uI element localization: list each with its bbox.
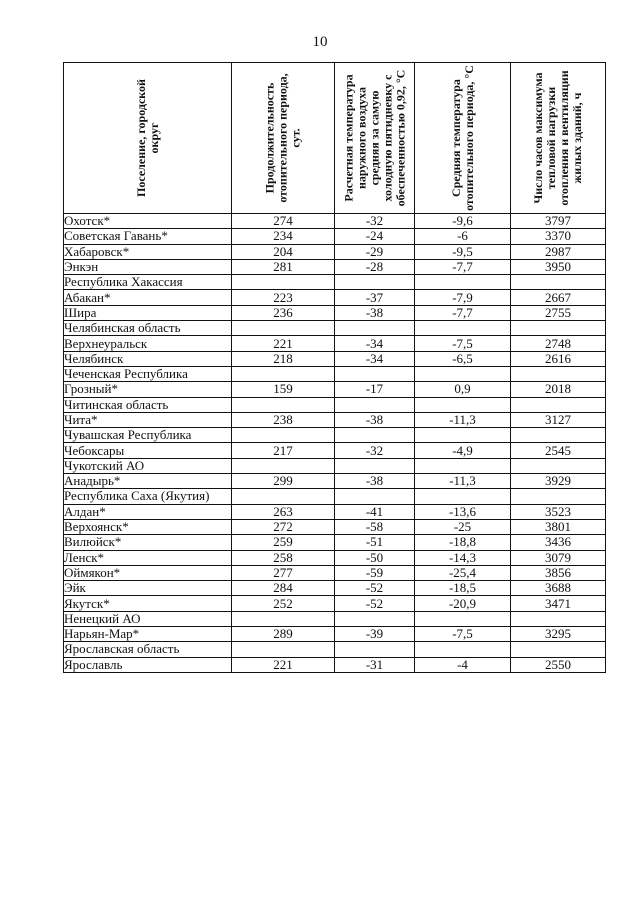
cell-duration: 281 bbox=[232, 259, 335, 274]
table-region-row bbox=[64, 275, 606, 290]
cell-avg-temp: -13,6 bbox=[415, 504, 511, 519]
cell-avg-temp: -25,4 bbox=[415, 565, 511, 580]
cell-design-temp bbox=[335, 321, 415, 336]
cell-avg-temp: -9,6 bbox=[415, 214, 511, 229]
cell-max-load-hours bbox=[511, 642, 606, 657]
cell-settlement: Республика Хакассия bbox=[64, 275, 232, 290]
cell-duration: 236 bbox=[232, 305, 335, 320]
cell-settlement: Охотск* bbox=[64, 214, 232, 229]
cell-max-load-hours bbox=[511, 397, 606, 412]
cell-max-load-hours bbox=[511, 321, 606, 336]
cell-avg-temp: -20,9 bbox=[415, 596, 511, 611]
cell-max-load-hours: 3797 bbox=[511, 214, 606, 229]
header-average-heating-temperature bbox=[415, 63, 511, 214]
cell-max-load-hours bbox=[511, 366, 606, 381]
cell-duration bbox=[232, 611, 335, 626]
cell-duration: 204 bbox=[232, 244, 335, 259]
cell-design-temp bbox=[335, 366, 415, 381]
cell-duration: 221 bbox=[232, 336, 335, 351]
table-row bbox=[64, 382, 606, 397]
cell-avg-temp: -6,5 bbox=[415, 351, 511, 366]
table-row bbox=[64, 657, 606, 672]
cell-max-load-hours bbox=[511, 489, 606, 504]
cell-max-load-hours: 3856 bbox=[511, 565, 606, 580]
cell-max-load-hours: 2667 bbox=[511, 290, 606, 305]
cell-design-temp: -58 bbox=[335, 519, 415, 534]
cell-settlement: Чеченская Республика bbox=[64, 366, 232, 381]
cell-settlement: Чита* bbox=[64, 412, 232, 427]
cell-avg-temp: -7,5 bbox=[415, 627, 511, 642]
cell-avg-temp: -7,5 bbox=[415, 336, 511, 351]
cell-avg-temp: -11,3 bbox=[415, 474, 511, 489]
cell-design-temp: -32 bbox=[335, 443, 415, 458]
cell-duration: 252 bbox=[232, 596, 335, 611]
cell-avg-temp: -11,3 bbox=[415, 412, 511, 427]
cell-design-temp bbox=[335, 611, 415, 626]
cell-max-load-hours: 3436 bbox=[511, 535, 606, 550]
cell-settlement: Ярославская область bbox=[64, 642, 232, 657]
header-settlement bbox=[64, 63, 232, 214]
cell-settlement: Алдан* bbox=[64, 504, 232, 519]
cell-duration bbox=[232, 642, 335, 657]
cell-settlement: Верхоянск* bbox=[64, 519, 232, 534]
table-row bbox=[64, 336, 606, 351]
cell-design-temp bbox=[335, 642, 415, 657]
cell-design-temp: -29 bbox=[335, 244, 415, 259]
cell-duration: 263 bbox=[232, 504, 335, 519]
cell-design-temp: -34 bbox=[335, 336, 415, 351]
table-row bbox=[64, 581, 606, 596]
table-row bbox=[64, 290, 606, 305]
cell-design-temp: -37 bbox=[335, 290, 415, 305]
cell-duration bbox=[232, 275, 335, 290]
cell-settlement: Вилюйск* bbox=[64, 535, 232, 550]
cell-max-load-hours: 3688 bbox=[511, 581, 606, 596]
cell-avg-temp bbox=[415, 366, 511, 381]
cell-max-load-hours: 2755 bbox=[511, 305, 606, 320]
cell-avg-temp: -14,3 bbox=[415, 550, 511, 565]
cell-avg-temp: -7,7 bbox=[415, 259, 511, 274]
cell-duration: 238 bbox=[232, 412, 335, 427]
cell-max-load-hours: 3127 bbox=[511, 412, 606, 427]
cell-max-load-hours: 3079 bbox=[511, 550, 606, 565]
cell-settlement: Абакан* bbox=[64, 290, 232, 305]
cell-design-temp: -59 bbox=[335, 565, 415, 580]
cell-avg-temp: -7,7 bbox=[415, 305, 511, 320]
table-row bbox=[64, 229, 606, 244]
cell-duration bbox=[232, 458, 335, 473]
table-region-row bbox=[64, 489, 606, 504]
cell-design-temp: -39 bbox=[335, 627, 415, 642]
cell-design-temp bbox=[335, 397, 415, 412]
cell-avg-temp: -18,5 bbox=[415, 581, 511, 596]
cell-design-temp: -28 bbox=[335, 259, 415, 274]
header-label: Расчетная температура наружного воздуха средняя за самую холодную пятидневку с обеспеченностью 0,92, °С bbox=[341, 69, 407, 207]
cell-avg-temp bbox=[415, 321, 511, 336]
table-region-row bbox=[64, 366, 606, 381]
table-row bbox=[64, 535, 606, 550]
table-region-row bbox=[64, 458, 606, 473]
cell-avg-temp: -25 bbox=[415, 519, 511, 534]
cell-design-temp: -38 bbox=[335, 412, 415, 427]
table-region-row bbox=[64, 397, 606, 412]
page-number: 10 bbox=[312, 34, 328, 50]
cell-design-temp bbox=[335, 489, 415, 504]
cell-design-temp: -38 bbox=[335, 474, 415, 489]
cell-avg-temp: 0,9 bbox=[415, 382, 511, 397]
cell-max-load-hours: 3929 bbox=[511, 474, 606, 489]
table-row bbox=[64, 259, 606, 274]
cell-avg-temp bbox=[415, 611, 511, 626]
cell-settlement: Хабаровск* bbox=[64, 244, 232, 259]
cell-settlement: Оймякон* bbox=[64, 565, 232, 580]
cell-settlement: Анадырь* bbox=[64, 474, 232, 489]
cell-avg-temp: -9,5 bbox=[415, 244, 511, 259]
cell-max-load-hours: 2545 bbox=[511, 443, 606, 458]
cell-duration: 218 bbox=[232, 351, 335, 366]
cell-max-load-hours: 2748 bbox=[511, 336, 606, 351]
cell-settlement: Шира bbox=[64, 305, 232, 320]
table-row bbox=[64, 627, 606, 642]
cell-settlement: Читинская область bbox=[64, 397, 232, 412]
cell-design-temp: -34 bbox=[335, 351, 415, 366]
cell-duration: 258 bbox=[232, 550, 335, 565]
cell-duration: 274 bbox=[232, 214, 335, 229]
cell-duration: 289 bbox=[232, 627, 335, 642]
table-row bbox=[64, 596, 606, 611]
table-region-row bbox=[64, 611, 606, 626]
table-row bbox=[64, 351, 606, 366]
table-row bbox=[64, 565, 606, 580]
cell-settlement: Нарьян-Мар* bbox=[64, 627, 232, 642]
cell-max-load-hours: 3471 bbox=[511, 596, 606, 611]
cell-settlement: Ленск* bbox=[64, 550, 232, 565]
cell-settlement: Республика Саха (Якутия) bbox=[64, 489, 232, 504]
cell-settlement: Грозный* bbox=[64, 382, 232, 397]
cell-duration: 217 bbox=[232, 443, 335, 458]
header-label: Число часов максимума тепловой нагрузки отопления и вентиляции жилых зданий, ч bbox=[531, 70, 584, 206]
table-row bbox=[64, 305, 606, 320]
cell-settlement: Советская Гавань* bbox=[64, 229, 232, 244]
header-label: Средняя температура отопительного периода, °С bbox=[448, 65, 476, 211]
cell-design-temp bbox=[335, 428, 415, 443]
cell-settlement: Чукотский АО bbox=[64, 458, 232, 473]
cell-design-temp bbox=[335, 458, 415, 473]
cell-design-temp: -17 bbox=[335, 382, 415, 397]
table-region-row bbox=[64, 428, 606, 443]
cell-duration: 284 bbox=[232, 581, 335, 596]
cell-settlement: Верхнеуральск bbox=[64, 336, 232, 351]
cell-max-load-hours bbox=[511, 275, 606, 290]
cell-avg-temp bbox=[415, 397, 511, 412]
cell-design-temp: -51 bbox=[335, 535, 415, 550]
cell-design-temp bbox=[335, 275, 415, 290]
cell-max-load-hours: 2987 bbox=[511, 244, 606, 259]
cell-settlement: Чебоксары bbox=[64, 443, 232, 458]
cell-avg-temp bbox=[415, 428, 511, 443]
cell-duration: 299 bbox=[232, 474, 335, 489]
cell-duration: 277 bbox=[232, 565, 335, 580]
table-body bbox=[64, 214, 606, 673]
table-region-row bbox=[64, 642, 606, 657]
cell-avg-temp: -4 bbox=[415, 657, 511, 672]
header-label: Поселение, городской округ bbox=[133, 79, 161, 197]
cell-max-load-hours: 3523 bbox=[511, 504, 606, 519]
table-row bbox=[64, 474, 606, 489]
cell-design-temp: -32 bbox=[335, 214, 415, 229]
header-heating-period-duration bbox=[232, 63, 335, 214]
cell-duration bbox=[232, 321, 335, 336]
cell-design-temp: -52 bbox=[335, 596, 415, 611]
cell-max-load-hours: 3801 bbox=[511, 519, 606, 534]
cell-duration: 272 bbox=[232, 519, 335, 534]
cell-duration bbox=[232, 397, 335, 412]
table-header-row bbox=[64, 63, 606, 214]
cell-design-temp: -41 bbox=[335, 504, 415, 519]
cell-avg-temp: -4,9 bbox=[415, 443, 511, 458]
cell-avg-temp bbox=[415, 275, 511, 290]
cell-avg-temp bbox=[415, 489, 511, 504]
header-label: Продолжительность отопительного периода, сут. bbox=[262, 73, 303, 203]
cell-max-load-hours: 2616 bbox=[511, 351, 606, 366]
header-max-load-hours bbox=[511, 63, 606, 214]
cell-settlement: Чувашская Республика bbox=[64, 428, 232, 443]
cell-design-temp: -52 bbox=[335, 581, 415, 596]
cell-settlement: Якутск* bbox=[64, 596, 232, 611]
cell-settlement: Эйк bbox=[64, 581, 232, 596]
cell-max-load-hours: 3950 bbox=[511, 259, 606, 274]
cell-settlement: Ненецкий АО bbox=[64, 611, 232, 626]
cell-duration: 259 bbox=[232, 535, 335, 550]
table-region-row bbox=[64, 321, 606, 336]
cell-settlement: Энкэн bbox=[64, 259, 232, 274]
cell-duration: 223 bbox=[232, 290, 335, 305]
cell-design-temp: -50 bbox=[335, 550, 415, 565]
cell-duration bbox=[232, 428, 335, 443]
table-row bbox=[64, 550, 606, 565]
cell-settlement: Ярославль bbox=[64, 657, 232, 672]
cell-duration: 234 bbox=[232, 229, 335, 244]
cell-design-temp: -38 bbox=[335, 305, 415, 320]
cell-duration bbox=[232, 366, 335, 381]
cell-max-load-hours: 3295 bbox=[511, 627, 606, 642]
table-row bbox=[64, 412, 606, 427]
cell-max-load-hours bbox=[511, 458, 606, 473]
cell-duration: 221 bbox=[232, 657, 335, 672]
table-row bbox=[64, 504, 606, 519]
table-row bbox=[64, 519, 606, 534]
cell-avg-temp: -18,8 bbox=[415, 535, 511, 550]
header-design-outdoor-temperature bbox=[335, 63, 415, 214]
climate-data-table bbox=[63, 62, 606, 673]
cell-settlement: Челябинская область bbox=[64, 321, 232, 336]
cell-avg-temp bbox=[415, 642, 511, 657]
cell-design-temp: -31 bbox=[335, 657, 415, 672]
cell-max-load-hours: 2018 bbox=[511, 382, 606, 397]
cell-avg-temp: -7,9 bbox=[415, 290, 511, 305]
cell-max-load-hours bbox=[511, 428, 606, 443]
cell-duration bbox=[232, 489, 335, 504]
cell-max-load-hours bbox=[511, 611, 606, 626]
table-row bbox=[64, 214, 606, 229]
cell-settlement: Челябинск bbox=[64, 351, 232, 366]
table-row bbox=[64, 244, 606, 259]
table-row bbox=[64, 443, 606, 458]
cell-max-load-hours: 2550 bbox=[511, 657, 606, 672]
cell-design-temp: -24 bbox=[335, 229, 415, 244]
cell-max-load-hours: 3370 bbox=[511, 229, 606, 244]
cell-avg-temp bbox=[415, 458, 511, 473]
cell-avg-temp: -6 bbox=[415, 229, 511, 244]
cell-duration: 159 bbox=[232, 382, 335, 397]
